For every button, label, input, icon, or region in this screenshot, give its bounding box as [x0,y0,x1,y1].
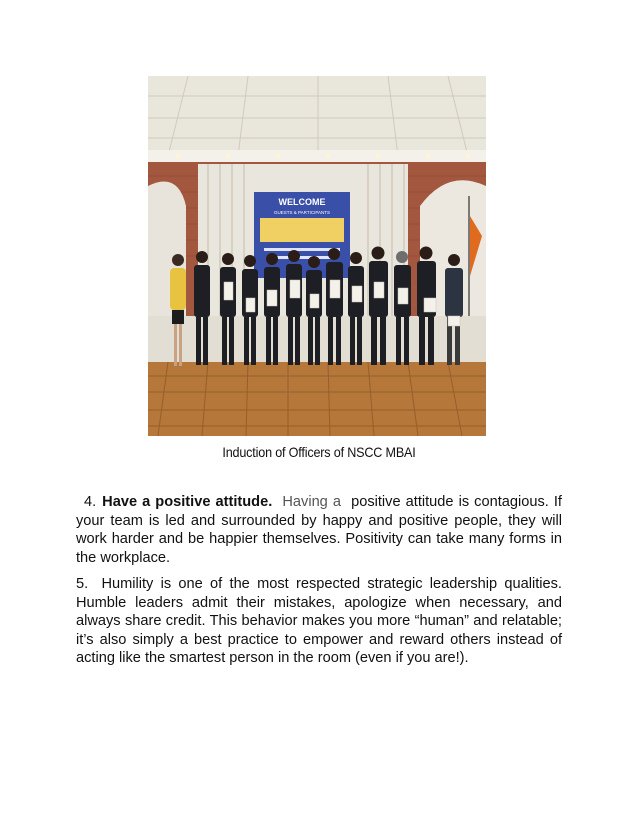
paragraph-4-text: positive attitude is contagious. If your team is led and surrounded by happy and positive people, they will work harder and be happier themselves. Positivity can take many forms in the workplace. [76,494,562,566]
paragraph-4-muted: Having a [282,494,341,510]
photo-caption: Induction of Officers of NSCC MBAI [222,444,416,460]
paragraph-5-text: Humility is one of the most respected strategic leadership qualities. Humble leaders admit their mistakes, apologize when necessary, and always share credit. This behavior makes you more “human” and relatable; it’s also simply a best practice to empower and reward others instead of acting like the smartest person in the room (even if you are!). [76,576,562,667]
paragraph-5 [76,575,562,668]
group-photo [148,76,486,436]
paragraph-4-number: 4. [84,494,97,510]
paragraph-5-number: 5. [76,576,89,592]
paragraph-4 [76,493,562,567]
banner-subtitle: GUESTS & PARTICIPANTS [273,210,331,215]
paragraph-4-lead: Have a positive attitude. [102,494,273,510]
banner-title: WELCOME [278,197,326,207]
